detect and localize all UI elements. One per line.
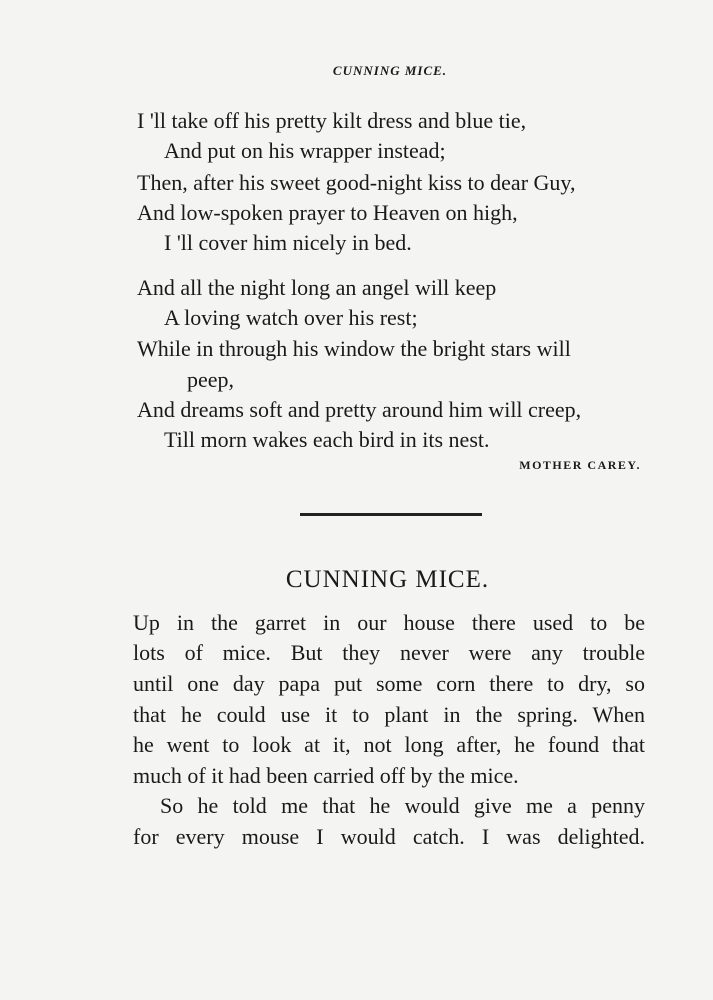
story-line: much of it had been carried off by the mice.	[133, 763, 519, 788]
poem-line: Then, after his sweet good-night kiss to dear Guy,	[137, 170, 576, 195]
poem-line: And dreams soft and pretty around him will creep,	[137, 397, 582, 422]
poem-line: I 'll cover him nicely in bed.	[164, 230, 412, 255]
poem-line: And put on his wrapper instead;	[164, 138, 446, 163]
poem-line: And all the night long an angel will keep	[137, 275, 497, 300]
poem-line: While in through his window the bright stars will	[137, 336, 571, 361]
story-line: lots of mice. But they never were any trouble	[133, 640, 645, 665]
poem-line: I 'll take off his pretty kilt dress and blue tie,	[137, 108, 527, 133]
poem-line: And low-spoken prayer to Heaven on high,	[137, 200, 518, 225]
poem-line: Till morn wakes each bird in its nest.	[164, 427, 490, 452]
story-title: CUNNING MICE.	[285, 566, 490, 593]
poem-line: peep,	[187, 367, 235, 392]
running-header: CUNNING MICE.	[332, 63, 448, 78]
poem-line: A loving watch over his rest;	[164, 305, 418, 330]
story-line: he went to look at it, not long after, he found that	[133, 732, 645, 757]
story-line: Up in the garret in our house there used to be	[133, 610, 645, 635]
story-line: for every mouse I would catch. I was delighted.	[133, 824, 645, 849]
poem-attribution: MOTHER CAREY.	[519, 458, 641, 472]
story-line: So he told me that he would give me a penny	[160, 793, 645, 818]
story-line: until one day papa put some corn there to dry, so	[133, 671, 645, 696]
section-divider	[300, 513, 482, 516]
story-line: that he could use it to plant in the spring. When	[133, 702, 645, 727]
